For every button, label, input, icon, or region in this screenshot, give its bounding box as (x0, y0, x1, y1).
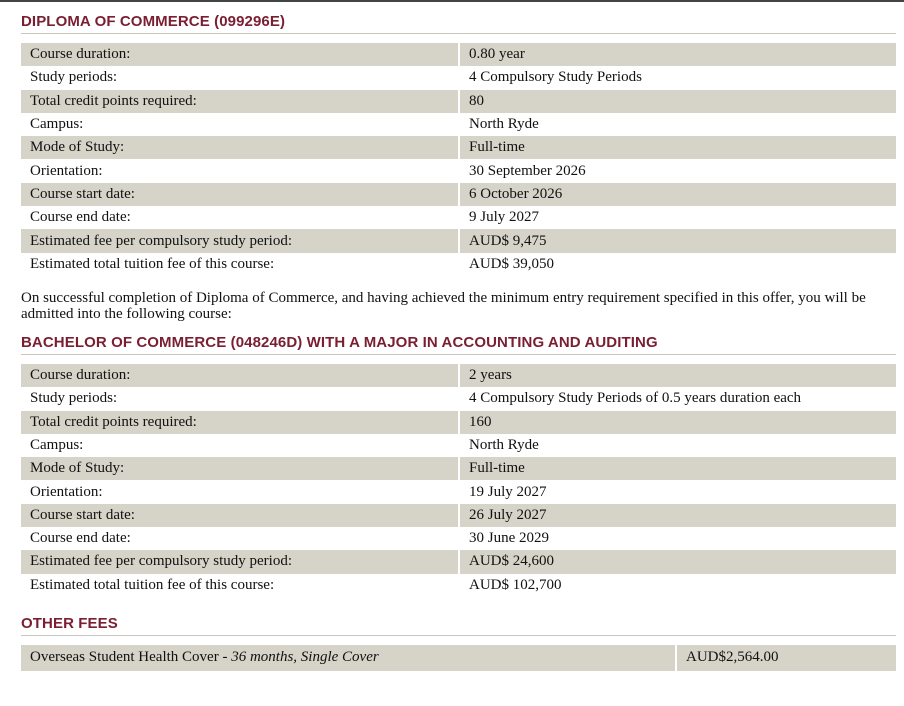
row-value: 4 Compulsory Study Periods of 0.5 years duration each (458, 387, 896, 410)
row-value: North Ryde (458, 434, 896, 457)
row-label: Orientation: (30, 483, 103, 500)
table-row (21, 457, 896, 480)
table-row (21, 90, 896, 113)
diploma-heading: DIPLOMA OF COMMERCE (099296E) (21, 13, 896, 34)
row-label: Study periods: (30, 69, 118, 86)
row-label: Course end date: (30, 530, 131, 547)
row-value: AUD$ 102,700 (458, 574, 896, 597)
row-value: AUD$ 39,050 (458, 253, 896, 276)
row-value: Full-time (458, 136, 896, 159)
row-label: Estimated fee per compulsory study period: (21, 229, 458, 252)
table-row (21, 183, 896, 206)
row-label: Mode of Study: (21, 457, 458, 480)
row-value: 19 July 2027 (458, 480, 896, 503)
table-row (21, 113, 896, 136)
row-label: Orientation: (30, 162, 103, 179)
row-label: Course start date: (21, 183, 458, 206)
table-row (21, 574, 896, 597)
row-value: 6 October 2026 (458, 183, 896, 206)
table-row (21, 229, 896, 252)
table-row (21, 504, 896, 527)
row-value: 80 (458, 90, 896, 113)
table-row (21, 411, 896, 434)
table-row (21, 434, 896, 457)
table-row (21, 136, 896, 159)
row-value: North Ryde (458, 113, 896, 136)
row-value: AUD$ 9,475 (458, 229, 896, 252)
row-label: Estimated total tuition fee of this course: (30, 255, 275, 272)
row-label: Course duration: (21, 364, 458, 387)
bachelor-details-table (21, 364, 896, 597)
fee-item-amount: AUD$2,564.00 (675, 645, 896, 671)
other-fees-heading: OTHER FEES (21, 615, 896, 636)
table-row (21, 550, 896, 573)
row-label: Estimated fee per compulsory study period: (21, 550, 458, 573)
table-row (21, 387, 896, 410)
row-label: Study periods: (30, 390, 118, 407)
table-row (21, 159, 896, 182)
other-fees-table (21, 645, 896, 671)
row-value: 30 June 2029 (458, 527, 896, 550)
table-row (21, 66, 896, 89)
fee-item-detail: 36 months, Single Cover (231, 649, 379, 666)
fee-item-label (21, 645, 675, 671)
offer-document (21, 0, 896, 671)
row-label: Estimated total tuition fee of this course: (30, 576, 275, 593)
row-label: Course start date: (21, 504, 458, 527)
row-label: Total credit points required: (21, 411, 458, 434)
row-label: Course end date: (30, 209, 131, 226)
row-label: Total credit points required: (21, 90, 458, 113)
bachelor-heading: BACHELOR OF COMMERCE (048246D) WITH A MAJOR IN ACCOUNTING AND AUDITING (21, 334, 896, 355)
row-label: Campus: (30, 116, 84, 133)
row-value: 26 July 2027 (458, 504, 896, 527)
row-label: Mode of Study: (21, 136, 458, 159)
fee-item-name: Overseas Student Health Cover - (30, 649, 232, 666)
table-row (21, 480, 896, 503)
row-value: 4 Compulsory Study Periods (458, 66, 896, 89)
row-value: AUD$ 24,600 (458, 550, 896, 573)
row-label: Campus: (30, 437, 84, 453)
table-row (21, 206, 896, 229)
row-value: 0.80 year (458, 43, 896, 66)
table-row (21, 527, 896, 550)
row-value: 2 years (458, 364, 896, 387)
row-label: Course duration: (21, 43, 458, 66)
table-row (21, 645, 896, 671)
table-row (21, 364, 896, 387)
row-value: 30 September 2026 (458, 159, 896, 182)
row-value: 160 (458, 411, 896, 434)
pathway-paragraph: On successful completion of Diploma of Commerce, and having achieved the minimum entry requirement specified in this offer, you will be admitted into the following course: (21, 289, 866, 322)
table-row (21, 43, 896, 66)
diploma-details-table (21, 43, 896, 276)
row-value: 9 July 2027 (458, 206, 896, 229)
table-row (21, 253, 896, 276)
row-value: Full-time (458, 457, 896, 480)
